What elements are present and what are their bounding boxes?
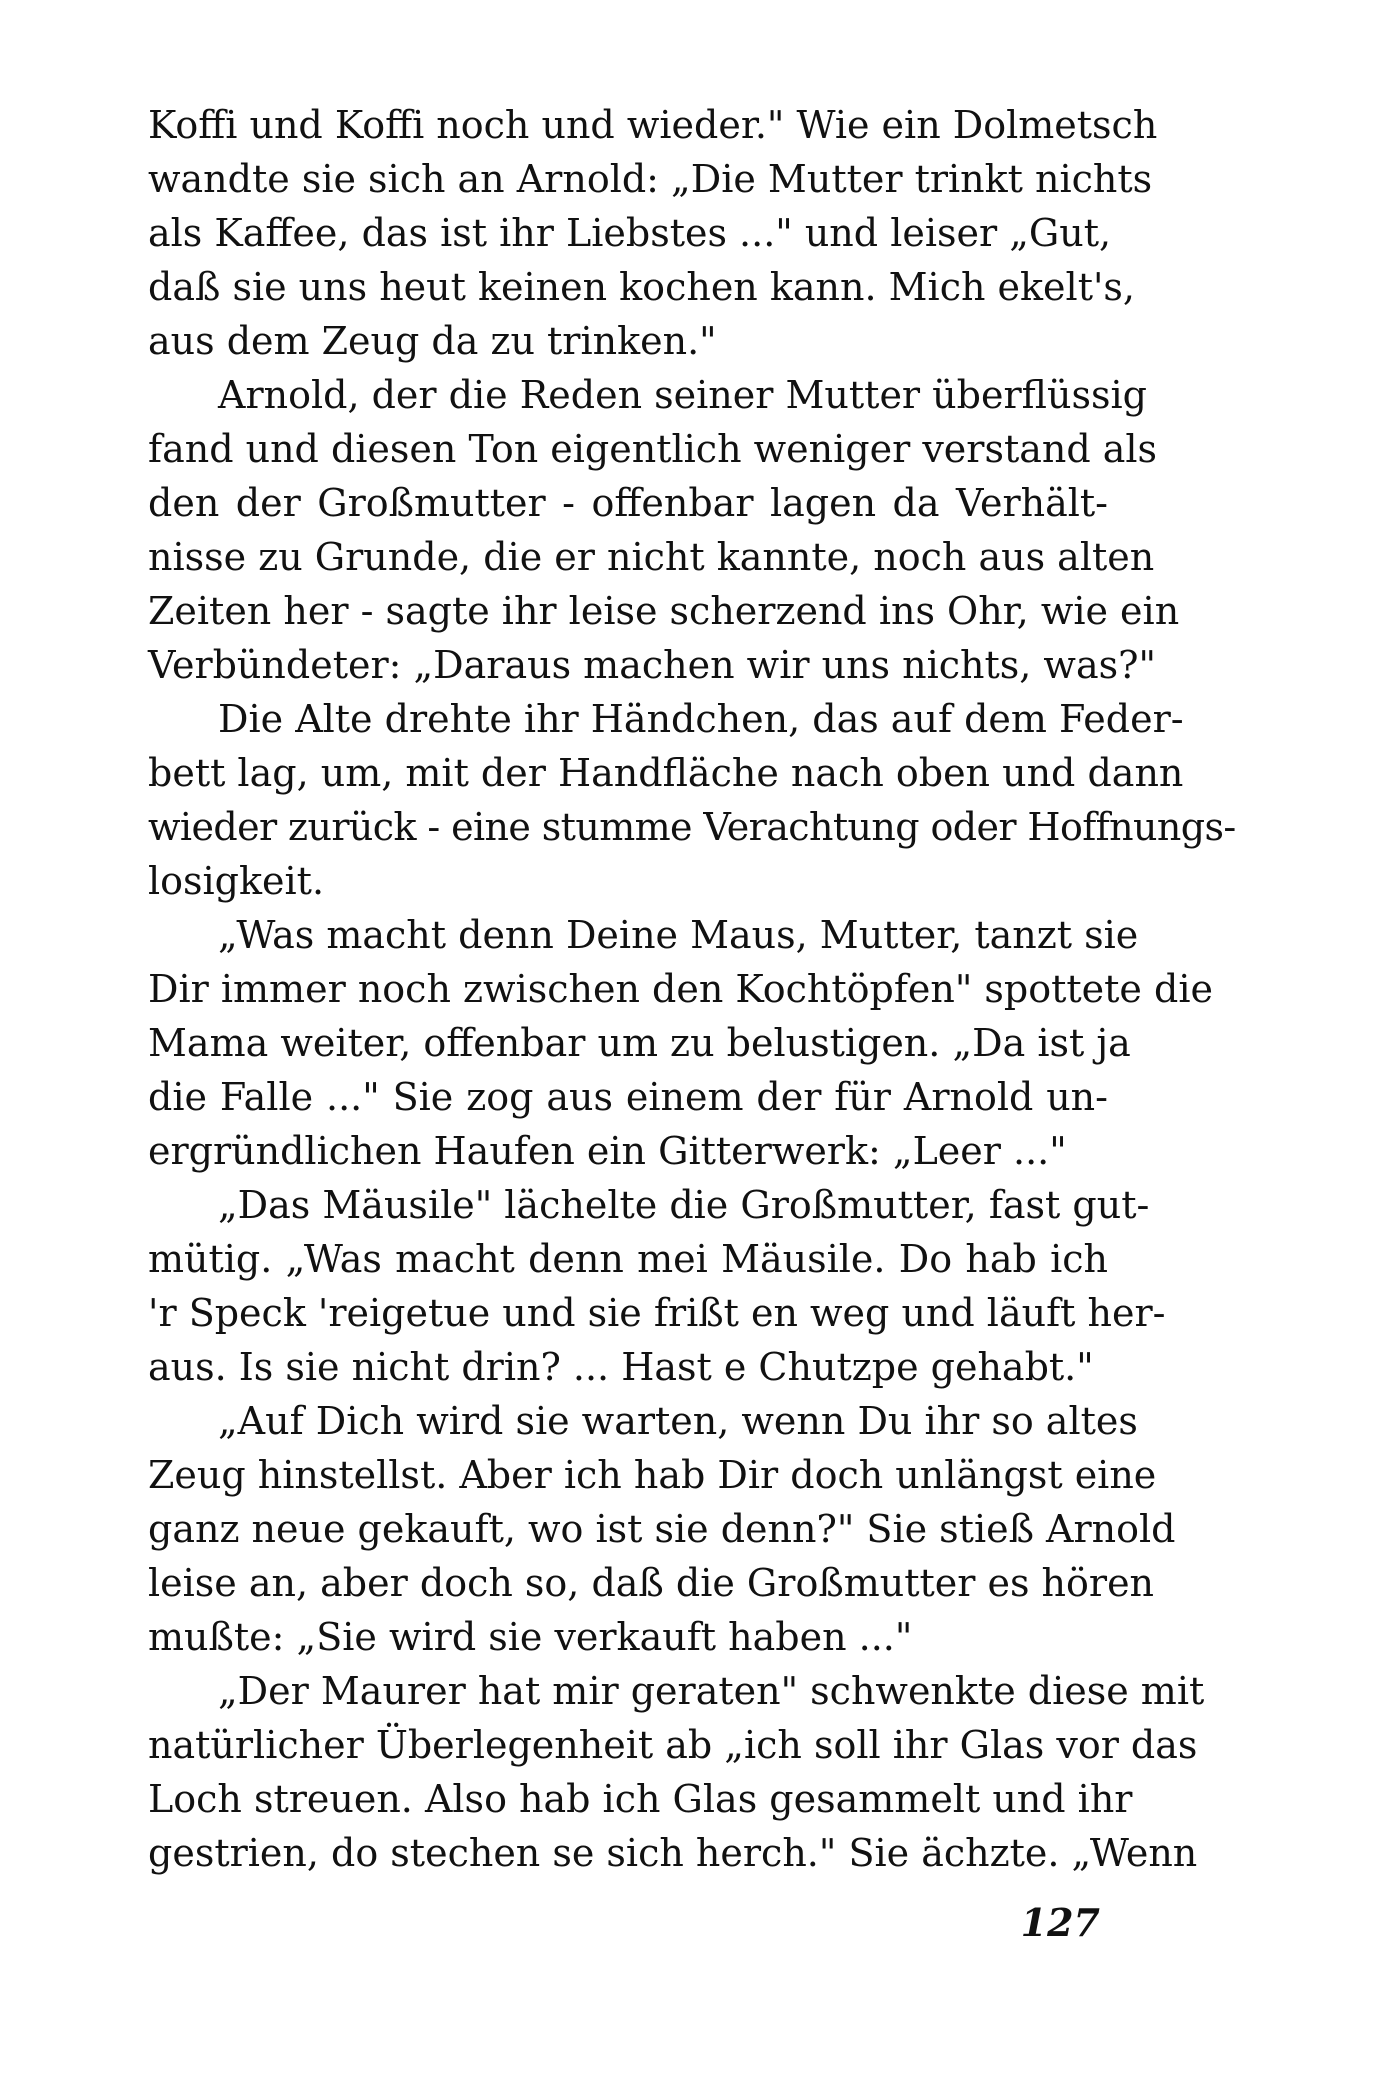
text-line: nisse zu Grunde, die er nicht kannte, noch aus alten [148,535,1155,579]
text-line: Loch streuen. Also hab ich Glas gesammelt und ihr [148,1777,1133,1821]
text-line: ganz neue gekauft, wo ist sie denn?" Sie stieß Arnold [148,1507,1176,1551]
text-line: gestrien, do stechen se sich herch." Sie ächzte. „Wenn [148,1831,1198,1875]
text-line: Die Alte drehte ihr Händchen, das auf dem Feder- [218,697,1184,741]
text-line: Koffi und Koffi noch und wieder." Wie ein Dolmetsch [148,103,1158,147]
text-line: Arnold, der die Reden seiner Mutter überflüssig [218,373,1147,417]
text-line: ergründlichen Haufen ein Gitterwerk: „Leer ..." [148,1129,1067,1173]
text-line: Zeiten her - sagte ihr leise scherzend ins Ohr, wie ein [148,589,1180,633]
text-line: „Was macht denn Deine Maus, Mutter, tanzt sie [218,913,1139,957]
text-line: losigkeit. [148,859,325,903]
text-line: aus dem Zeug da zu trinken." [148,319,717,363]
text-line: daß sie uns heut keinen kochen kann. Mich ekelt's, [148,265,1135,309]
text-line: bett lag, um, mit der Handfläche nach oben und dann [148,751,1184,795]
text-line: aus. Is sie nicht drin? ... Hast e Chutzpe gehabt." [148,1345,1094,1389]
text-line: „Der Maurer hat mir geraten" schwenkte diese mit [218,1669,1205,1713]
text-line: 'r Speck 'reigetue und sie frißt en weg und läuft her- [148,1291,1166,1335]
text-line: wieder zurück - eine stumme Verachtung oder Hoffnungs- [148,805,1236,849]
text-line: wandte sie sich an Arnold: „Die Mutter trinkt nichts [148,157,1153,201]
text-line: als Kaffee, das ist ihr Liebstes ..." und leiser „Gut, [148,211,1112,255]
text-line: leise an, aber doch so, daß die Großmutter es hören [148,1561,1155,1605]
text-line: die Falle ..." Sie zog aus einem der für Arnold un- [148,1075,1108,1119]
text-line: „Das Mäusile" lächelte die Großmutter, fast gut- [218,1183,1150,1227]
text-line: Dir immer noch zwischen den Kochtöpfen" spottete die [148,967,1213,1011]
text-line: Zeug hinstellst. Aber ich hab Dir doch unlängst eine [148,1453,1157,1497]
text-line: natürlicher Überlegenheit ab „ich soll ihr Glas vor das [148,1723,1198,1767]
text-line: „Auf Dich wird sie warten, wenn Du ihr so altes [218,1399,1138,1443]
page-number: 127 [1020,1900,1100,1945]
text-line: Verbündeter: „Daraus machen wir uns nichts, was?" [148,643,1156,687]
text-line: mütig. „Was macht denn mei Mäusile. Do hab ich [148,1237,1108,1281]
text-line: mußte: „Sie wird sie verkauft haben ..." [148,1615,913,1659]
text-line: fand und diesen Ton eigentlich weniger verstand als [148,427,1158,471]
text-line: Mama weiter, offenbar um zu belustigen. „Da ist ja [148,1021,1131,1065]
text-line: den der Großmutter - offenbar lagen da Verhält- [148,481,1108,525]
